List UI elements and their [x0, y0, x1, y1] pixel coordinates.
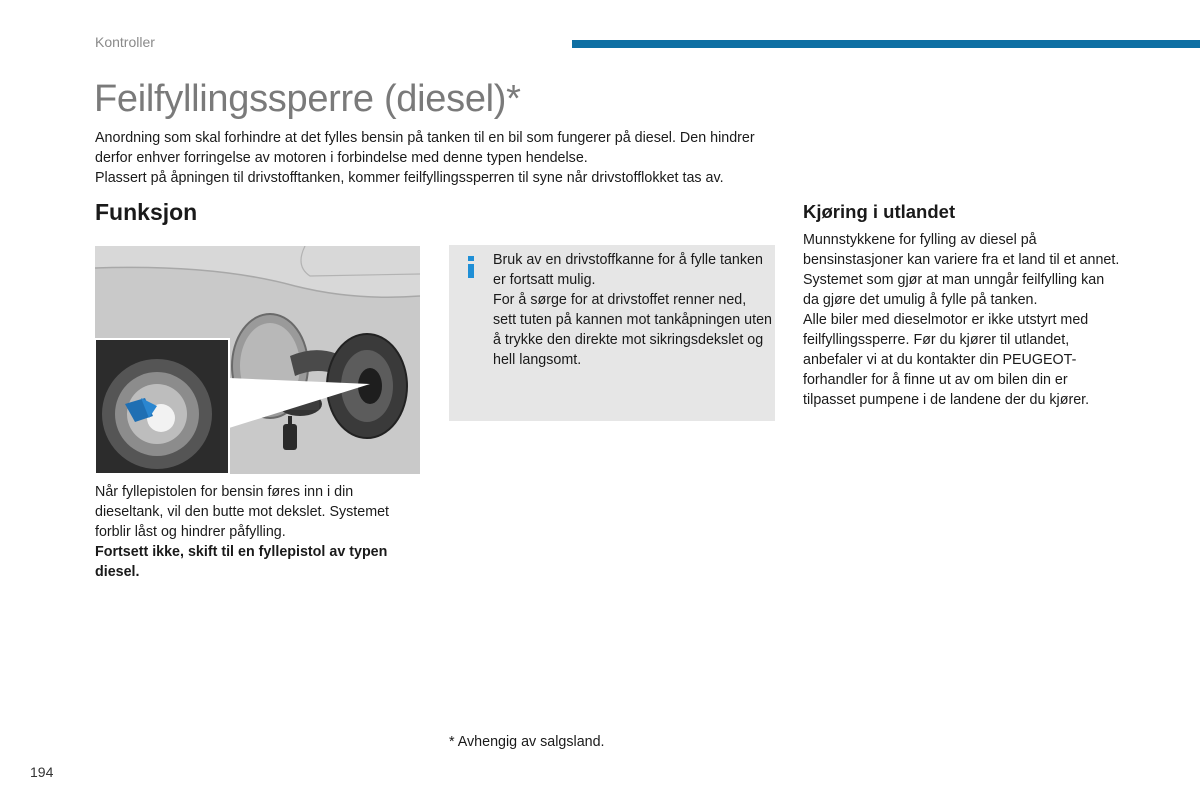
info-box: [449, 245, 775, 421]
cap-key: [283, 424, 297, 450]
kjoring-paragraph: Alle biler med dieselmotor er ikke utstyrt med feilfyllingssperre. Før du kjører til utlandet, anbefaler vi at du kontakter din PEUGEOT-forhandler for å finne ut av om bilen din er tilpasset pumpene i de landene der du kjører.: [803, 312, 1090, 408]
page-number: 194: [30, 764, 54, 780]
intro-paragraph: Anordning som skal forhindre at det fylles bensin på tanken til en bil som fungerer på diesel. Den hindrer derfor enhver forringelse av motoren i forbindelse med denne typen hendelse.: [95, 130, 755, 166]
section-label: Kontroller: [95, 34, 155, 50]
funksjon-caption: [95, 482, 425, 582]
info-icon: [465, 256, 477, 278]
info-paragraph: For å sørge for at drivstoffet renner ned, sett tuten på kannen mot tankåpningen uten å trykke den direkte mot sikringsdekslet og hell langsomt.: [493, 292, 772, 368]
kjoring-text: [803, 230, 1123, 410]
caption-warning: Fortsett ikke, skift til en fyllepistol av typen diesel.: [95, 544, 388, 580]
info-paragraph: Bruk av en drivstoffkanne for å fylle tanken er fortsatt mulig.: [493, 252, 763, 288]
kjoring-paragraph: Munnstykkene for fylling av diesel på bensinstasjoner kan variere fra et land til et annet. Systemet som gjør at man unngår feilfylling kan da gjøre det umulig å fylle på tanken.: [803, 232, 1120, 308]
intro-text: [95, 128, 785, 188]
page-title: Feilfyllingssperre (diesel)*: [94, 78, 521, 120]
kjoring-heading: Kjøring i utlandet: [803, 201, 956, 222]
info-text: [493, 250, 773, 370]
funksjon-heading: Funksjon: [95, 199, 198, 225]
fuel-filler-illustration: [95, 246, 420, 474]
header-accent-bar: [572, 40, 1200, 48]
footnote: * Avhengig av salgsland.: [449, 734, 605, 750]
caption-text: Når fyllepistolen for bensin føres inn i din dieseltank, vil den butte mot dekslet. Systemet forblir låst og hindrer påfylling.: [95, 484, 390, 540]
intro-paragraph: Plassert på åpningen til drivstofftanken, kommer feilfyllingssperren til syne når drivstofflokket tas av.: [95, 170, 724, 186]
